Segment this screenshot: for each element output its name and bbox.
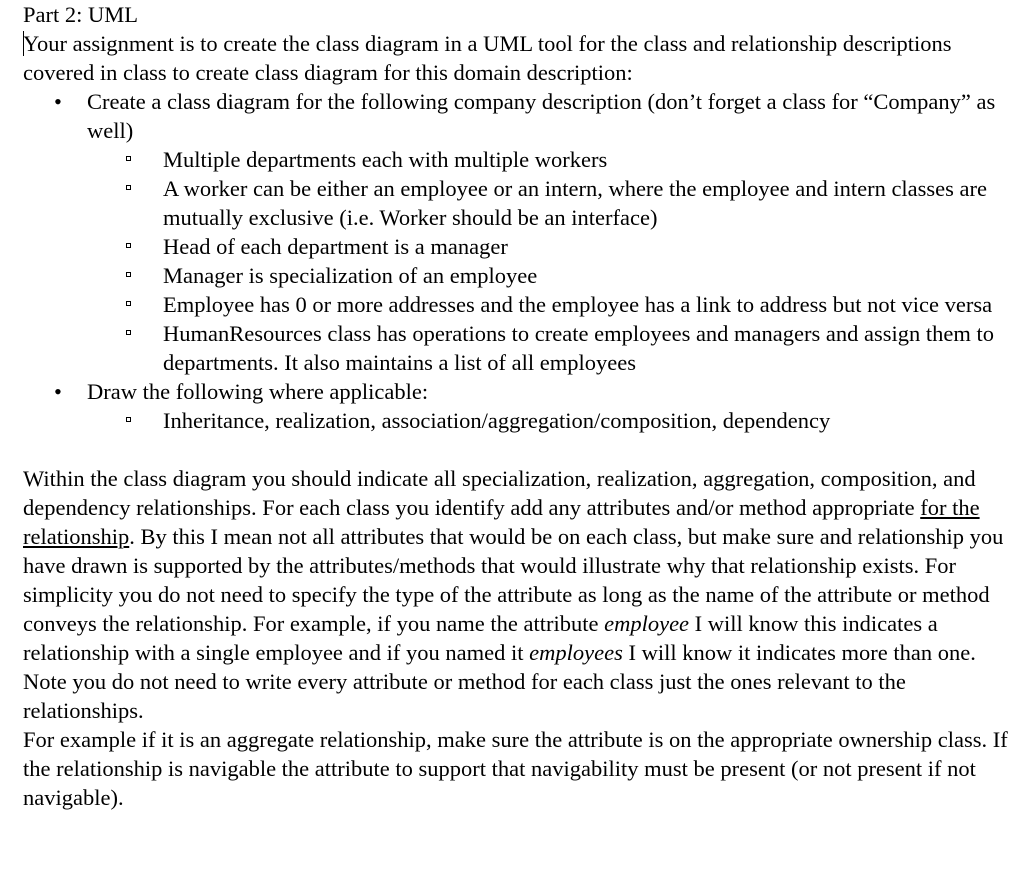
sub-item bbox=[87, 232, 1013, 261]
intro-paragraph bbox=[23, 29, 1013, 87]
bullet-text: Draw the following where applicable: bbox=[87, 379, 429, 404]
square-bullet-icon bbox=[126, 272, 131, 277]
section-heading: Part 2: UML bbox=[23, 2, 138, 27]
sub-item-text: HumanResources class has operations to create employees and managers and assign them to departments. It also maintains a list of all employees bbox=[163, 321, 994, 375]
bullet-item bbox=[23, 87, 1013, 377]
paragraph-text: I will know this indicates a relationship with a single employee and if you named it bbox=[23, 611, 938, 665]
sub-item bbox=[87, 261, 1013, 290]
sub-item bbox=[87, 174, 1013, 232]
document-page bbox=[23, 0, 1013, 812]
bullet-text: Create a class diagram for the following company description (don’t forget a class for “Company” as well) bbox=[87, 89, 996, 143]
sub-item-text: Manager is specialization of an employee bbox=[163, 263, 538, 288]
bullet-icon: • bbox=[54, 379, 62, 404]
sub-item-text: Multiple departments each with multiple workers bbox=[163, 147, 608, 172]
paragraph-text: Within the class diagram you should indicate all specialization, realization, aggregation, composition, and dependency relationships. For each class you identify add any attributes and/or method appropriate bbox=[23, 466, 976, 520]
intro-text: Your assignment is to create the class diagram in a UML tool for the class and relationship descriptions covered in class to create class diagram for this domain description: bbox=[23, 31, 952, 85]
sub-list bbox=[87, 406, 1013, 435]
square-bullet-icon bbox=[126, 185, 131, 190]
square-bullet-icon bbox=[126, 330, 131, 335]
italic-word: employee bbox=[604, 611, 690, 636]
sub-item-text: A worker can be either an employee or an intern, where the employee and intern classes are mutually exclusive (i.e. Worker should be an interface) bbox=[163, 176, 988, 230]
sub-item bbox=[87, 319, 1013, 377]
sub-item bbox=[87, 145, 1013, 174]
square-bullet-icon bbox=[126, 301, 131, 306]
italic-word: employees bbox=[529, 640, 623, 665]
sub-item bbox=[87, 406, 1013, 435]
square-bullet-icon bbox=[126, 243, 131, 248]
sub-list bbox=[87, 145, 1013, 377]
sub-item-text: Head of each department is a manager bbox=[163, 234, 508, 259]
body-paragraph: For example if it is an aggregate relationship, make sure the attribute is on the appropriate ownership class. If the relationship is navigable the attribute to support that navigability must be present (or not present if not navigable). bbox=[23, 727, 1008, 810]
body-paragraph bbox=[23, 464, 1013, 725]
bullet-list bbox=[23, 87, 1013, 435]
blank-line bbox=[23, 435, 1013, 464]
paragraph-text: I will know it indicates more than one. Note you do not need to write every attribute or method for each class just the ones relevant to the relationships. bbox=[23, 640, 976, 723]
square-bullet-icon bbox=[126, 156, 131, 161]
sub-item-text: Employee has 0 or more addresses and the employee has a link to address but not vice versa bbox=[163, 292, 993, 317]
paragraph-text: . By this I mean not all attributes that would be on each class, but make sure and relationship you have drawn is supported by the attributes/methods that would illustrate why that relationship exists. For simplicity you do not need to specify the type of the attribute as long as the name of the attribute or method conveys the relationship. For example, if you name the attribute bbox=[23, 524, 1004, 636]
sub-item-text: Inheritance, realization, association/aggregation/composition, dependency bbox=[163, 408, 831, 433]
sub-item bbox=[87, 290, 1013, 319]
underlined-phrase: for the relationship bbox=[23, 495, 980, 549]
square-bullet-icon bbox=[126, 417, 131, 422]
bullet-icon: • bbox=[54, 89, 62, 114]
bullet-item bbox=[23, 377, 1013, 435]
